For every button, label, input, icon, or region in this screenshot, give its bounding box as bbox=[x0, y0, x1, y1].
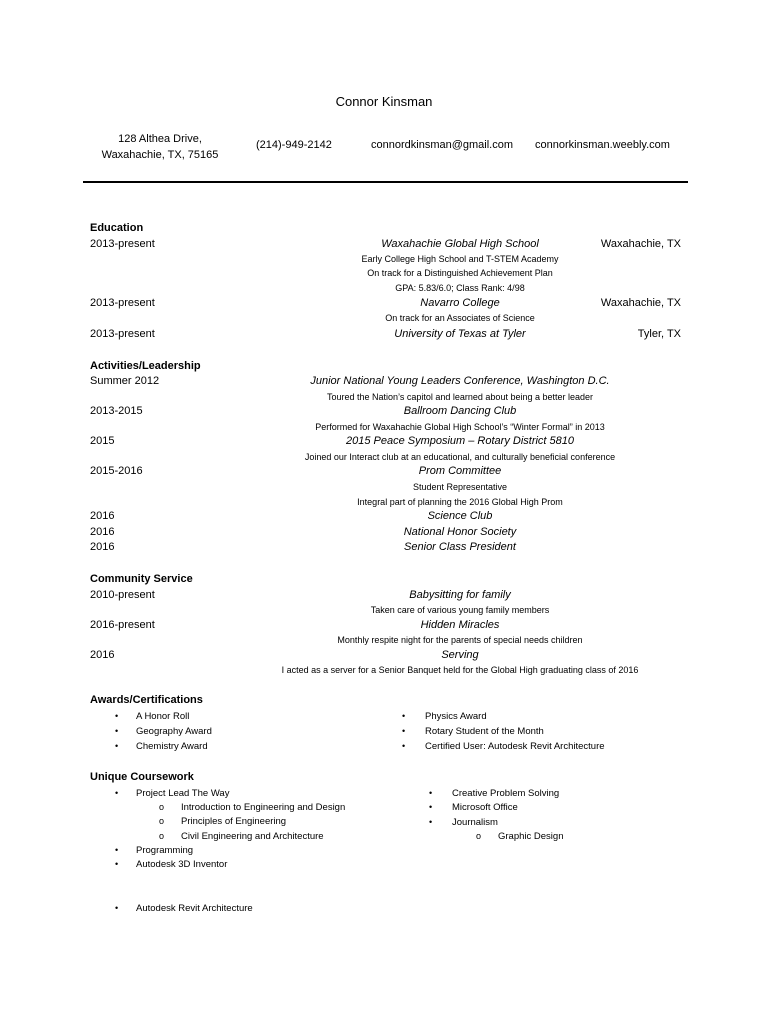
entry-date: 2010-present bbox=[90, 589, 155, 601]
bullet: • bbox=[115, 726, 119, 736]
entry-location: Waxahachie, TX bbox=[600, 297, 681, 309]
list-item: Geography Award bbox=[136, 726, 212, 737]
entry-detail: On track for a Distinguished Achievement Plan bbox=[367, 268, 553, 278]
bullet: • bbox=[115, 845, 119, 855]
list-item: Introduction to Engineering and Design bbox=[181, 802, 346, 813]
list-item: Microsoft Office bbox=[452, 802, 518, 813]
list-item: Creative Problem Solving bbox=[452, 788, 560, 799]
list-item: Rotary Student of the Month bbox=[425, 726, 544, 737]
entry-date: 2016 bbox=[90, 649, 115, 661]
list-item: Certified User: Autodesk Revit Architecture bbox=[425, 741, 605, 752]
list-item: A Honor Roll bbox=[136, 711, 190, 722]
list-item: Autodesk 3D Inventor bbox=[136, 859, 228, 870]
bullet: • bbox=[429, 802, 433, 812]
entry-detail: I acted as a server for a Senior Banquet held for the Global High graduating class of 2016 bbox=[281, 665, 639, 675]
entry-date: 2016-present bbox=[90, 619, 155, 631]
entry-title: Hidden Miracles bbox=[420, 619, 500, 631]
entry-date: 2013-present bbox=[90, 328, 155, 340]
entry-date: Summer 2012 bbox=[90, 375, 160, 387]
bullet: • bbox=[429, 817, 433, 827]
bullet: • bbox=[429, 788, 433, 798]
bullet: • bbox=[402, 726, 406, 736]
section-heading-education: Education bbox=[90, 222, 144, 234]
section-heading-coursework: Unique Coursework bbox=[90, 771, 194, 783]
address bbox=[86, 131, 234, 163]
email: connordkinsman@gmail.com bbox=[371, 139, 514, 151]
entry-title: Serving bbox=[441, 649, 479, 661]
entry-title: Junior National Young Leaders Conference, Washington D.C. bbox=[310, 375, 610, 387]
entry-title: 2015 Peace Symposium – Rotary District 5810 bbox=[345, 435, 575, 447]
list-item: Graphic Design bbox=[498, 831, 564, 842]
entry-date: 2016 bbox=[90, 526, 115, 538]
entry-detail: Toured the Nation’s capitol and learned about being a better leader bbox=[326, 392, 594, 402]
website: connorkinsman.weebly.com bbox=[535, 139, 670, 151]
entry-detail: Taken care of various young family members bbox=[370, 605, 550, 615]
entry-date: 2015 bbox=[90, 435, 115, 447]
list-item: Programming bbox=[136, 845, 194, 856]
entry-date: 2015-2016 bbox=[90, 465, 143, 477]
entry-date: 2016 bbox=[90, 541, 115, 553]
list-item: Project Lead The Way bbox=[136, 788, 230, 799]
bullet: • bbox=[115, 859, 119, 869]
entry-detail: Integral part of planning the 2016 Global High Prom bbox=[357, 497, 563, 507]
entry-title: Science Club bbox=[427, 510, 493, 522]
entry-title: Navarro College bbox=[420, 297, 500, 309]
address-line-2: Waxahachie, TX, 75165 bbox=[101, 149, 219, 161]
sub-bullet: o bbox=[476, 831, 482, 841]
entry-title: Senior Class President bbox=[404, 541, 516, 553]
section-heading-awards: Awards/Certifications bbox=[90, 694, 203, 706]
bullet: • bbox=[115, 903, 119, 913]
bullet: • bbox=[115, 711, 119, 721]
entry-title: Babysitting for family bbox=[409, 589, 511, 601]
bullet: • bbox=[115, 788, 119, 798]
entry-detail: GPA: 5.83/6.0; Class Rank: 4/98 bbox=[395, 283, 525, 293]
entry-location: Tyler, TX bbox=[637, 328, 681, 340]
list-item: Civil Engineering and Architecture bbox=[181, 831, 324, 842]
entry-title: National Honor Society bbox=[403, 526, 517, 538]
entry-date: 2016 bbox=[90, 510, 115, 522]
bullet: • bbox=[115, 741, 119, 751]
entry-detail: Performed for Waxahachie Global High School’s “Winter Formal” in 2013 bbox=[315, 422, 605, 432]
list-item: Journalism bbox=[452, 817, 498, 828]
entry-detail: Early College High School and T-STEM Academy bbox=[361, 254, 559, 264]
entry-date: 2013-present bbox=[90, 238, 155, 250]
sub-bullet: o bbox=[159, 802, 165, 812]
entry-date: 2013-2015 bbox=[90, 405, 143, 417]
list-item: Physics Award bbox=[425, 711, 487, 722]
entry-detail: On track for an Associates of Science bbox=[385, 313, 535, 323]
list-item: Chemistry Award bbox=[136, 741, 208, 752]
entry-title: Waxahachie Global High School bbox=[381, 238, 539, 250]
header-divider bbox=[83, 181, 688, 183]
list-item: Autodesk Revit Architecture bbox=[136, 903, 253, 914]
section-heading-activities: Activities/Leadership bbox=[90, 360, 201, 372]
resume-name: Connor Kinsman bbox=[335, 94, 433, 109]
entry-date: 2013-present bbox=[90, 297, 155, 309]
sub-bullet: o bbox=[159, 831, 165, 841]
entry-detail: Joined our Interact club at an educational, and culturally beneficial conference bbox=[304, 452, 616, 462]
entry-title: Ballroom Dancing Club bbox=[403, 405, 517, 417]
section-heading-community: Community Service bbox=[90, 573, 193, 585]
bullet: • bbox=[402, 711, 406, 721]
phone: (214)-949-2142 bbox=[256, 139, 332, 151]
list-item: Principles of Engineering bbox=[181, 816, 287, 827]
entry-title: Prom Committee bbox=[418, 465, 502, 477]
address-line-1: 128 Althea Drive, bbox=[118, 133, 202, 145]
entry-detail: Student Representative bbox=[412, 482, 508, 492]
entry-title: University of Texas at Tyler bbox=[394, 328, 526, 340]
bullet: • bbox=[402, 741, 406, 751]
sub-bullet: o bbox=[159, 816, 165, 826]
entry-detail: Monthly respite night for the parents of special needs children bbox=[337, 635, 583, 645]
entry-location: Waxahachie, TX bbox=[600, 238, 681, 250]
